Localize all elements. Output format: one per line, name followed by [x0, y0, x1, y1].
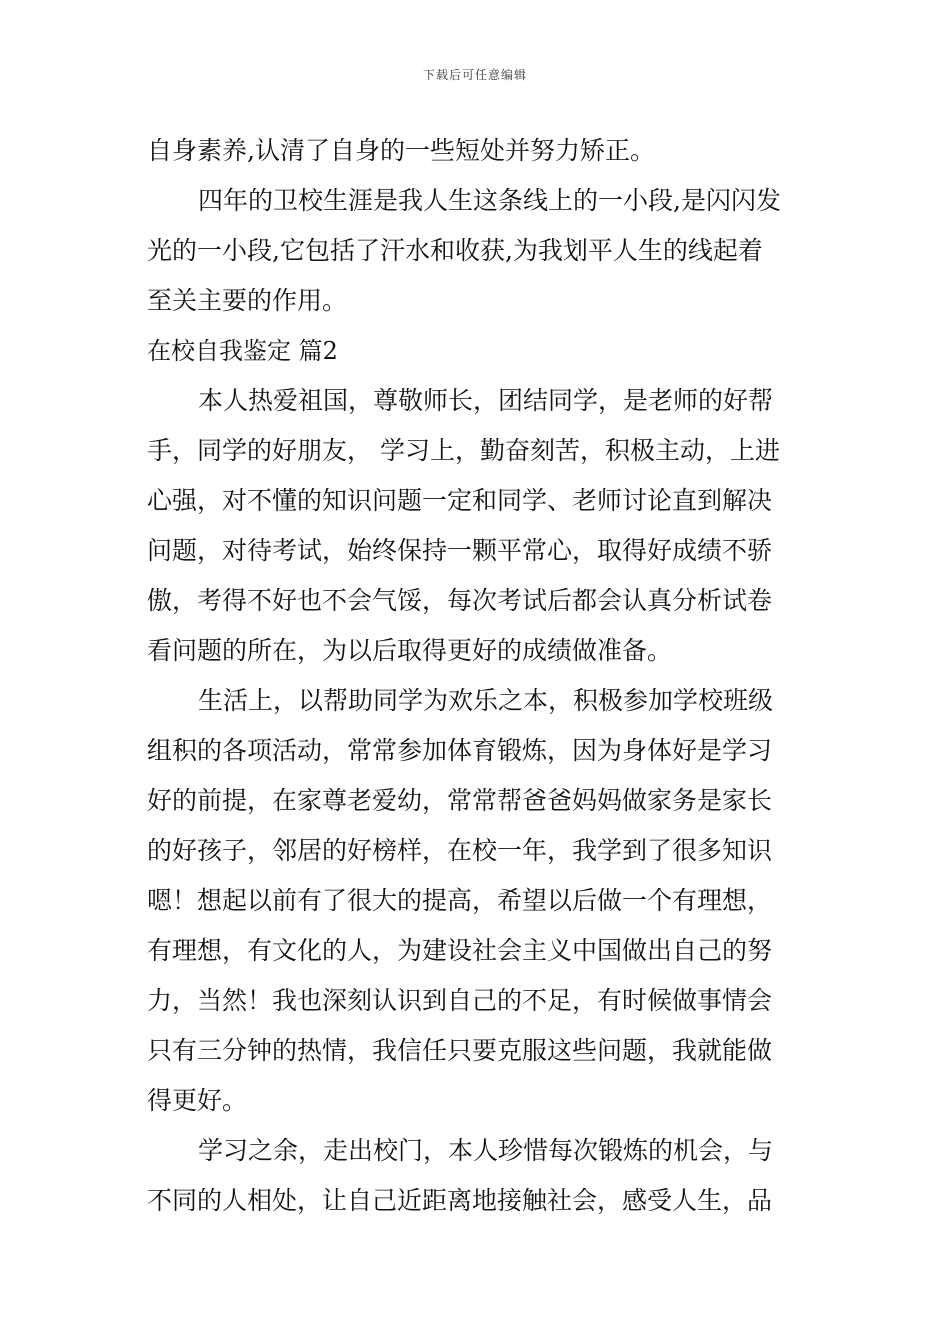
text-line: 问题，对待考试，始终保持一颗平常心，取得好成绩不骄	[147, 536, 773, 565]
text-line: 至关主要的作用。	[147, 286, 348, 315]
text-line: 得更好。	[147, 1086, 248, 1115]
text-line: 自身素养,认清了自身的一些短处并努力矫正。	[147, 136, 655, 165]
text-line: 力，当然！我也深刻认识到自己的不足，有时候做事情会	[147, 986, 773, 1015]
text-line: 光的一小段,它包括了汗水和收获,为我划平人生的线起着	[147, 236, 763, 265]
page-header-note: 下载后可任意编辑	[422, 68, 527, 82]
text-line: 看问题的所在，为以后取得更好的成绩做准备。	[147, 636, 673, 665]
text-line: 学习之余，走出校门，本人珍惜每次锻炼的机会，与	[198, 1136, 774, 1165]
text-line: 傲，考得不好也不会气馁，每次考试后都会认真分析试卷	[147, 586, 773, 615]
text-line: 嗯！想起以前有了很大的提高，希望以后做一个有理想，	[147, 886, 773, 915]
text-line: 有理想，有文化的人，为建设社会主义中国做出自己的努	[147, 936, 773, 965]
document-body	[147, 126, 812, 1226]
text-line: 心强，对不懂的知识问题一定和同学、老师讨论直到解决	[147, 486, 773, 515]
section-heading: 在校自我鉴定 篇2	[147, 337, 338, 365]
text-line: 手，同学的好朋友， 学习上，勤奋刻苦，积极主动，上进	[147, 436, 780, 465]
text-line: 不同的人相处，让自己近距离地接触社会，感受人生，品	[147, 1186, 773, 1215]
text-line: 的好孩子，邻居的好榜样，在校一年，我学到了很多知识	[147, 836, 773, 865]
text-line: 只有三分钟的热情，我信任只要克服这些问题，我就能做	[147, 1036, 773, 1065]
text-line: 生活上，以帮助同学为欢乐之本，积极参加学校班级	[198, 686, 774, 715]
text-line: 四年的卫校生涯是我人生这条线上的一小段,是闪闪发	[198, 186, 781, 215]
text-line: 组积的各项活动，常常参加体育锻炼，因为身体好是学习	[147, 736, 773, 765]
text-line: 本人热爱祖国，尊敬师长，团结同学，是老师的好帮	[198, 386, 774, 415]
text-line: 好的前提，在家尊老爱幼，常常帮爸爸妈妈做家务是家长	[147, 786, 773, 815]
